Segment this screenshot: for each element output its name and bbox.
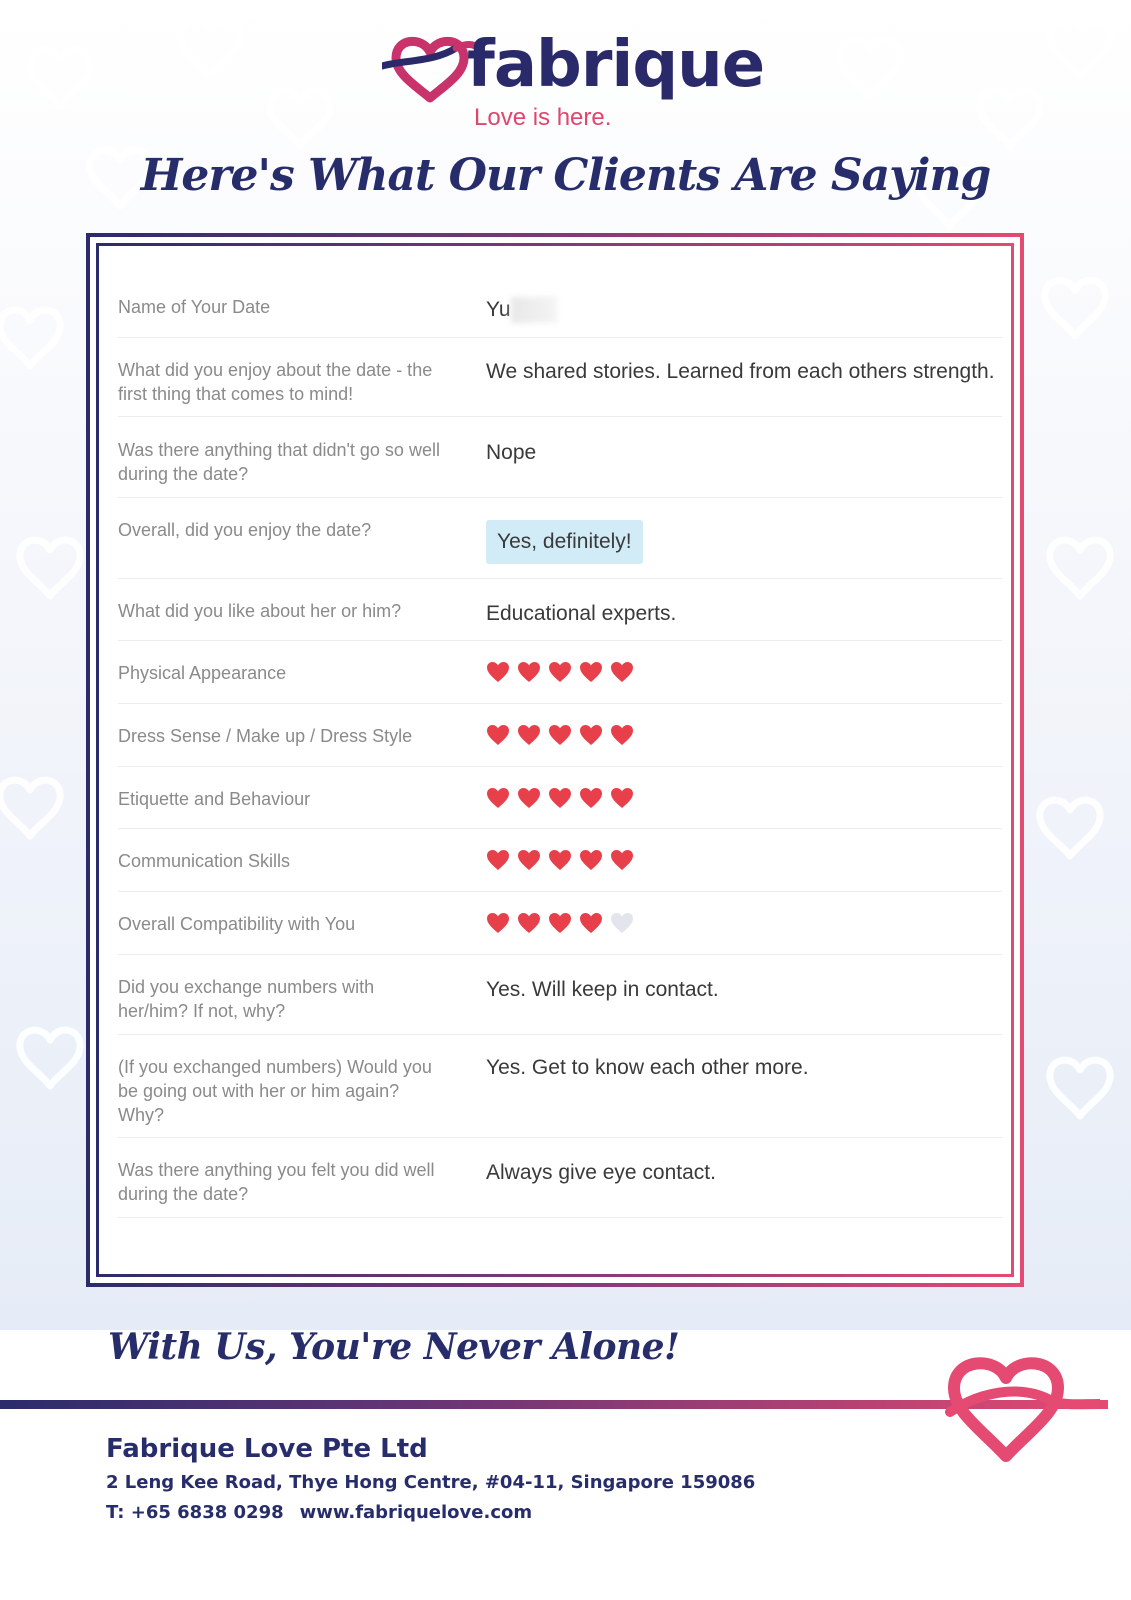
brand-tagline: Love is here. — [474, 104, 612, 131]
answer-text: Always give eye contact. — [486, 1161, 716, 1184]
question-label: Etiquette and Behaviour — [118, 789, 311, 809]
answer-pill-wrap — [486, 520, 1002, 564]
form-row — [118, 498, 1002, 579]
page-headline: Here's What Our Clients Are Saying — [140, 150, 991, 201]
question-label: Did you exchange numbers with her/him? If not, why? — [118, 977, 375, 1021]
heart-filled-icon — [610, 849, 634, 871]
heart-filled-icon — [579, 661, 603, 683]
answer-text: We shared stories. Learned from each others strength. — [486, 360, 995, 383]
heart-filled-icon — [548, 912, 572, 934]
heart-filled-icon — [579, 849, 603, 871]
heart-filled-icon — [548, 661, 572, 683]
form-row — [118, 892, 1002, 955]
heart-rating — [486, 787, 1002, 809]
form-row — [118, 579, 1002, 641]
heart-filled-icon — [610, 661, 634, 683]
fabrique-logo[interactable] — [382, 28, 765, 138]
heart-filled-icon — [579, 787, 603, 809]
heart-filled-icon — [517, 724, 541, 746]
answer-text: Yes. Will keep in contact. — [486, 978, 719, 1001]
question-label: What did you like about her or him? — [118, 601, 402, 621]
question-label: Dress Sense / Make up / Dress Style — [118, 726, 413, 746]
heart-filled-icon — [548, 724, 572, 746]
form-row — [118, 641, 1002, 704]
form-row — [118, 275, 1002, 338]
question-label: Overall Compatibility with You — [118, 914, 356, 934]
question-label: (If you exchanged numbers) Would you be going out with her or him again? Why? — [118, 1057, 432, 1125]
feedback-form — [118, 275, 1002, 1218]
form-row — [118, 417, 1002, 498]
heart-filled-icon — [517, 849, 541, 871]
heart-knot-icon — [940, 1348, 1100, 1468]
form-row — [118, 338, 1002, 417]
heart-filled-icon — [610, 724, 634, 746]
heart-rating — [486, 849, 1002, 871]
company-address: 2 Leng Kee Road, Thye Hong Centre, #04-11, Singapore 159086 — [106, 1472, 756, 1493]
form-row — [118, 829, 1002, 892]
company-name: Fabrique Love Pte Ltd — [106, 1434, 428, 1464]
heart-filled-icon — [517, 661, 541, 683]
heart-filled-icon — [517, 787, 541, 809]
question-label: Was there anything you felt you did well during the date? — [118, 1160, 435, 1204]
heart-filled-icon — [548, 787, 572, 809]
phone-number[interactable]: T: +65 6838 0298 — [106, 1502, 284, 1523]
answer-name-value — [486, 297, 1002, 323]
answer-text: Yu — [486, 298, 511, 321]
answer-text: Educational experts. — [486, 602, 677, 625]
answer-text: Yes. Get to know each other more. — [486, 1056, 809, 1079]
heart-filled-icon — [579, 724, 603, 746]
heart-rating — [486, 724, 1002, 746]
question-label: Physical Appearance — [118, 663, 287, 683]
form-row — [118, 1138, 1002, 1218]
heart-filled-icon — [486, 787, 510, 809]
heart-rating — [486, 912, 1002, 934]
question-label: Was there anything that didn't go so well during the date? — [118, 440, 440, 484]
question-label: Overall, did you enjoy the date? — [118, 520, 372, 540]
heart-filled-icon — [610, 787, 634, 809]
heart-filled-icon — [486, 661, 510, 683]
answer-pill: Yes, definitely! — [486, 520, 643, 564]
heart-filled-icon — [579, 912, 603, 934]
heart-filled-icon — [517, 912, 541, 934]
form-row — [118, 767, 1002, 829]
brand-wordmark: fabrique — [467, 28, 765, 102]
heart-filled-icon — [486, 849, 510, 871]
footer-slogan: With Us, You're Never Alone! — [108, 1326, 680, 1368]
website-link[interactable]: www.fabriquelove.com — [299, 1502, 533, 1523]
form-row — [118, 1035, 1002, 1138]
redacted-blur — [511, 297, 557, 323]
contact-line — [106, 1502, 532, 1523]
question-label: Communication Skills — [118, 851, 291, 871]
heart-rating — [486, 661, 1002, 683]
heart-filled-icon — [486, 724, 510, 746]
heart-empty-icon — [610, 912, 634, 934]
form-row — [118, 704, 1002, 767]
question-label: What did you enjoy about the date - the first thing that comes to mind! — [118, 360, 433, 404]
answer-text: Nope — [486, 441, 537, 464]
heart-filled-icon — [548, 849, 572, 871]
question-label: Name of Your Date — [118, 297, 271, 317]
form-row — [118, 955, 1002, 1035]
heart-filled-icon — [486, 912, 510, 934]
